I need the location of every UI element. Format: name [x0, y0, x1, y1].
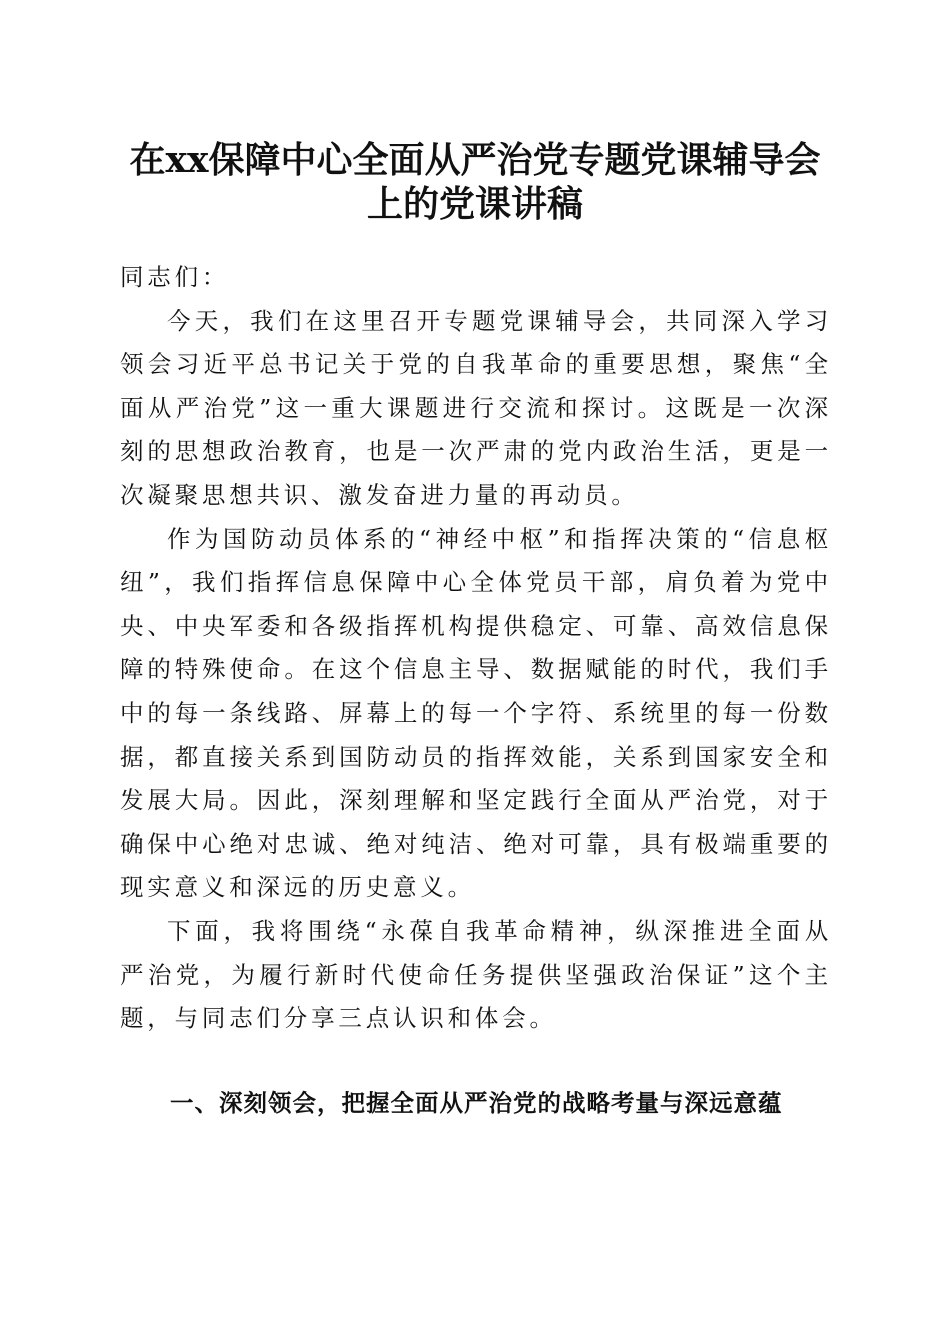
paragraph-opening: 今天，我们在这里召开专题党课辅导会，共同深入学习领会习近平总书记关于党的自我革命的重要思想，聚焦“全面从严治党”这一重大课题进行交流和探讨。这既是一次深刻的思想政治教育，也是一次严肃的党内政治生活，更是一次凝聚思想共识、激发奋进力量的再动员。: [120, 306, 832, 509]
title-line-2: 上的党课讲稿: [366, 183, 583, 225]
paragraph-theme: 下面，我将围绕“永葆自我革命精神，纵深推进全面从严治党，为履行新时代使命任务提供坚强政治保证”这个主题，与同志们分享三点认识和体会。: [120, 916, 832, 1033]
title-line-1: 在xx保障中心全面从严治党专题党课辅导会: [129, 139, 821, 181]
salutation: 同志们：: [120, 263, 230, 291]
document-title: [95, 138, 855, 226]
document-body: [120, 256, 832, 1041]
paragraph-mission: 作为国防动员体系的“神经中枢”和指挥决策的“信息枢纽”，我们指挥信息保障中心全体党员干部，肩负着为党中央、中央军委和各级指挥机构提供稳定、可靠、高效信息保障的特殊使命。在这个信息主导、数据赋能的时代，我们手中的每一条线路、屏幕上的每一个字符、系统里的每一份数据，都直接关系到国防动员的指挥效能，关系到国家安全和发展大局。因此，深刻理解和坚定践行全面从严治党，对于确保中心绝对忠诚、绝对纯洁、绝对可靠，具有极端重要的现实意义和深远的历史意义。: [120, 524, 832, 902]
section-heading-1: 一、深刻领会，把握全面从严治党的战略考量与深远意蕴: [170, 1089, 783, 1117]
